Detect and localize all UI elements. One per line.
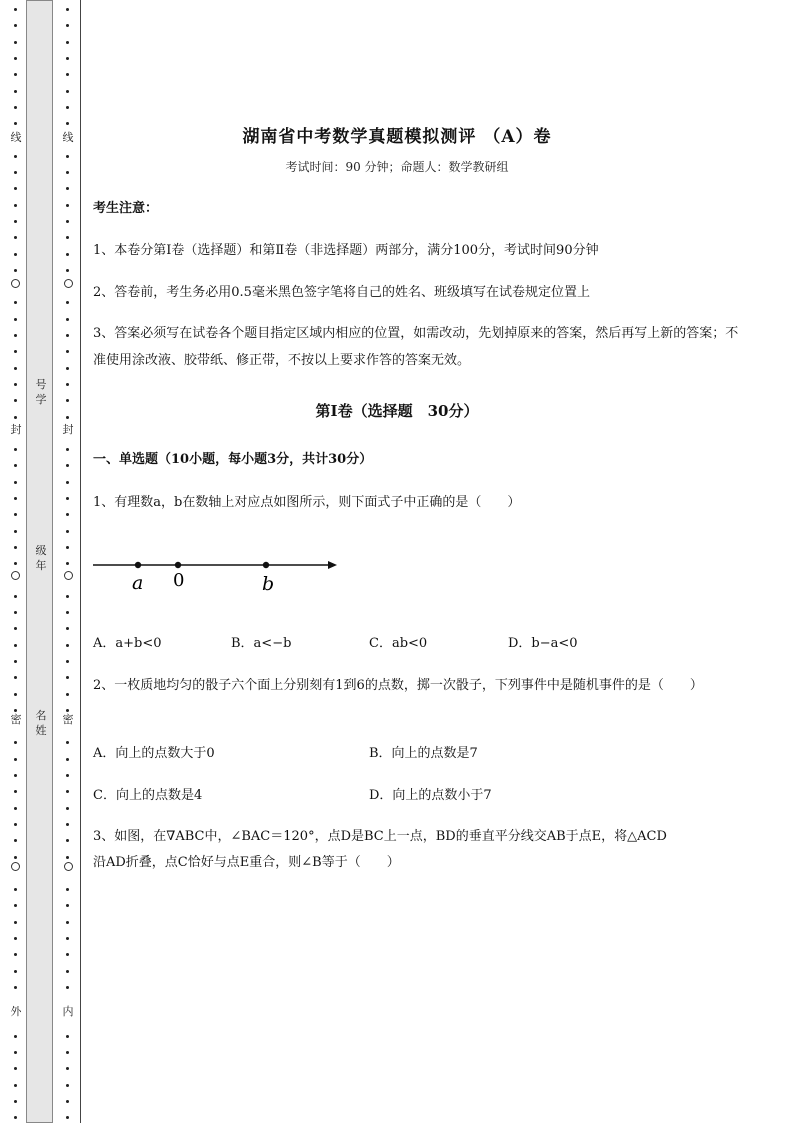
gutter-outer-mark-xian: 线 <box>10 131 22 144</box>
binding-dot <box>14 693 17 696</box>
binding-dot <box>14 497 17 500</box>
section-heading: 一、单选题（10小题，每小题3分，共计30分） <box>93 452 373 467</box>
binding-dot <box>14 1051 17 1054</box>
notice-item: 3、答案必须写在试卷各个题目指定区域内相应的位置，如需改动，先划掉原来的答案，然后再写上新的答案；不准使用涂改液、胶带纸、修正带，不按以上要求作答的答案无效。 <box>93 326 739 368</box>
binding-dot <box>66 888 69 891</box>
binding-dot <box>14 204 17 207</box>
binding-dot <box>66 24 69 27</box>
binding-dot <box>14 334 17 337</box>
binding-dot <box>66 187 69 190</box>
gutter-inner-circle <box>64 571 73 580</box>
binding-dot <box>14 807 17 810</box>
binding-dot <box>14 774 17 777</box>
binding-dot <box>66 986 69 989</box>
binding-dot <box>66 73 69 76</box>
question-2-stem: 2、一枚质地均匀的骰子六个面上分别刻有1到6的点数，掷一次骰子，下列事件中是随机事件的是（ ） <box>93 678 703 693</box>
binding-dot <box>14 1067 17 1070</box>
binding-dot <box>14 350 17 353</box>
binding-dot <box>14 546 17 549</box>
gutter-field-class: 级年 <box>35 544 47 572</box>
binding-dot <box>66 253 69 256</box>
binding-dot <box>66 921 69 924</box>
number-line-figure <box>90 548 350 598</box>
q2-option-b: B．向上的点数是7 <box>369 746 478 761</box>
q1-option-d: D．b−a<0 <box>508 636 578 651</box>
binding-dot <box>14 367 17 370</box>
point-zero <box>175 562 181 568</box>
binding-dot <box>66 350 69 353</box>
gutter-inner-mark-feng: 封 <box>62 423 74 436</box>
binding-dot <box>66 823 69 826</box>
binding-dot <box>14 220 17 223</box>
binding-dot <box>66 90 69 93</box>
binding-dot <box>14 986 17 989</box>
binding-dot <box>14 318 17 321</box>
gutter-outer-circle <box>11 862 20 871</box>
gutter-field-student-id: 号学 <box>35 378 47 406</box>
binding-dot <box>14 513 17 516</box>
binding-dot <box>66 41 69 44</box>
gutter-inner-mark-xian: 线 <box>62 131 74 144</box>
exam-subtitle: 考试时间：90 分钟；命题人：数学教研组 <box>285 160 509 174</box>
binding-dot <box>14 1100 17 1103</box>
q2-option-a: A．向上的点数大于0 <box>93 746 215 761</box>
binding-dot <box>14 937 17 940</box>
q1-option-b: B．a<−b <box>231 636 292 651</box>
binding-dot <box>66 301 69 304</box>
point-a <box>135 562 141 568</box>
binding-dot <box>14 301 17 304</box>
q1-option-c: C．ab<0 <box>369 636 428 651</box>
binding-dot <box>14 448 17 451</box>
binding-dot <box>14 1116 17 1119</box>
number-line-arrow <box>328 561 337 569</box>
binding-dot <box>66 546 69 549</box>
binding-dot <box>14 41 17 44</box>
binding-dot <box>66 513 69 516</box>
part-title: 第Ⅰ卷（选择题 30分） <box>315 402 479 420</box>
binding-dot <box>66 709 69 712</box>
gutter-outer-mark-wai: 外 <box>10 1005 22 1018</box>
gutter-outer-mark-feng: 封 <box>10 423 22 436</box>
binding-dot <box>66 8 69 11</box>
notice-item: 2、答卷前，考生务必用0.5毫米黑色签字笔将自己的姓名、班级填写在试卷规定位置上 <box>93 285 590 300</box>
binding-dot <box>66 497 69 500</box>
gutter-inner-mark-mi: 密 <box>62 713 74 726</box>
question-1-stem: 1、有理数a，b在数轴上对应点如图所示，则下面式子中正确的是（ ） <box>93 495 521 510</box>
binding-dot <box>66 937 69 940</box>
gutter-inner-circle <box>64 279 73 288</box>
binding-dot <box>66 530 69 533</box>
binding-dot <box>66 953 69 956</box>
binding-dot <box>14 839 17 842</box>
binding-dot <box>14 106 17 109</box>
binding-dot <box>66 856 69 859</box>
binding-dot <box>66 269 69 272</box>
binding-dot <box>14 904 17 907</box>
binding-dot <box>66 562 69 565</box>
binding-dot <box>14 660 17 663</box>
binding-dot <box>66 1051 69 1054</box>
binding-dot <box>66 1084 69 1087</box>
binding-dot <box>66 1100 69 1103</box>
binding-dot <box>66 367 69 370</box>
binding-dot <box>66 448 69 451</box>
binding-dot <box>14 644 17 647</box>
binding-dot <box>14 481 17 484</box>
binding-dot <box>66 1116 69 1119</box>
binding-dot <box>66 595 69 598</box>
binding-dot <box>14 464 17 467</box>
binding-dot <box>66 1067 69 1070</box>
binding-dot <box>66 774 69 777</box>
binding-dot <box>66 904 69 907</box>
gutter-outer-circle <box>11 279 20 288</box>
binding-dot <box>14 1084 17 1087</box>
binding-dot <box>14 595 17 598</box>
binding-dot <box>14 562 17 565</box>
binding-dot <box>66 383 69 386</box>
binding-dot <box>66 660 69 663</box>
binding-dot <box>66 970 69 973</box>
binding-dot <box>14 57 17 60</box>
label-zero: 0 <box>173 570 185 591</box>
binding-dot <box>14 269 17 272</box>
binding-dot <box>66 1035 69 1038</box>
binding-dot <box>14 790 17 793</box>
binding-dot <box>66 790 69 793</box>
binding-dot <box>66 741 69 744</box>
binding-dot <box>14 823 17 826</box>
binding-dot <box>14 187 17 190</box>
label-a: a <box>132 572 144 594</box>
binding-dot <box>66 627 69 630</box>
gutter-outer-mark-mi: 密 <box>10 713 22 726</box>
binding-dot <box>14 383 17 386</box>
notice-item: 1、本卷分第Ⅰ卷（选择题）和第Ⅱ卷（非选择题）两部分，满分100分，考试时间90分钟 <box>93 243 599 258</box>
gutter-inner-circle <box>64 862 73 871</box>
binding-dot <box>66 693 69 696</box>
binding-dot <box>66 220 69 223</box>
q2-option-d: D．向上的点数小于7 <box>369 788 492 803</box>
binding-dot <box>66 334 69 337</box>
binding-dot <box>14 90 17 93</box>
exam-title: 湖南省中考数学真题模拟测评 （A）卷 <box>242 127 552 147</box>
binding-dot <box>66 758 69 761</box>
binding-dot <box>14 856 17 859</box>
notice-heading: 考生注意： <box>93 201 159 216</box>
gutter-outer-circle <box>11 571 20 580</box>
binding-dot <box>14 709 17 712</box>
binding-dot <box>66 807 69 810</box>
binding-dot <box>66 644 69 647</box>
binding-dot <box>14 758 17 761</box>
binding-dot <box>14 24 17 27</box>
binding-dot <box>14 921 17 924</box>
binding-dot <box>14 73 17 76</box>
binding-dot <box>66 318 69 321</box>
binding-dot <box>66 106 69 109</box>
binding-dot <box>66 236 69 239</box>
q1-option-a: A．a+b<0 <box>93 636 162 651</box>
binding-dot <box>14 627 17 630</box>
binding-dot <box>66 481 69 484</box>
binding-dot <box>66 464 69 467</box>
q2-option-c: C．向上的点数是4 <box>93 788 203 803</box>
binding-dot <box>14 676 17 679</box>
binding-dot <box>66 839 69 842</box>
question-3-stem-line2: 沿AD折叠，点C恰好与点E重合，则∠B等于（ ） <box>93 855 400 870</box>
gutter-inner-mark-nei: 内 <box>62 1005 74 1018</box>
binding-dot <box>14 253 17 256</box>
binding-dot <box>14 1035 17 1038</box>
label-b: b <box>262 573 275 595</box>
binding-dot <box>14 888 17 891</box>
binding-dot <box>14 741 17 744</box>
binding-dot <box>14 953 17 956</box>
gutter-field-name: 名姓 <box>35 709 47 737</box>
binding-dot <box>66 611 69 614</box>
binding-dot <box>66 204 69 207</box>
binding-dot <box>66 57 69 60</box>
binding-dot <box>14 611 17 614</box>
binding-dot <box>14 8 17 11</box>
binding-dot <box>66 676 69 679</box>
binding-dot <box>14 530 17 533</box>
binding-dot <box>14 970 17 973</box>
binding-dot <box>14 236 17 239</box>
point-b <box>263 562 269 568</box>
question-3-stem-line1: 3、如图，在∇ABC中，∠BAC＝120°，点D是BC上一点，BD的垂直平分线交AB于点E，将△ACD <box>93 829 667 844</box>
